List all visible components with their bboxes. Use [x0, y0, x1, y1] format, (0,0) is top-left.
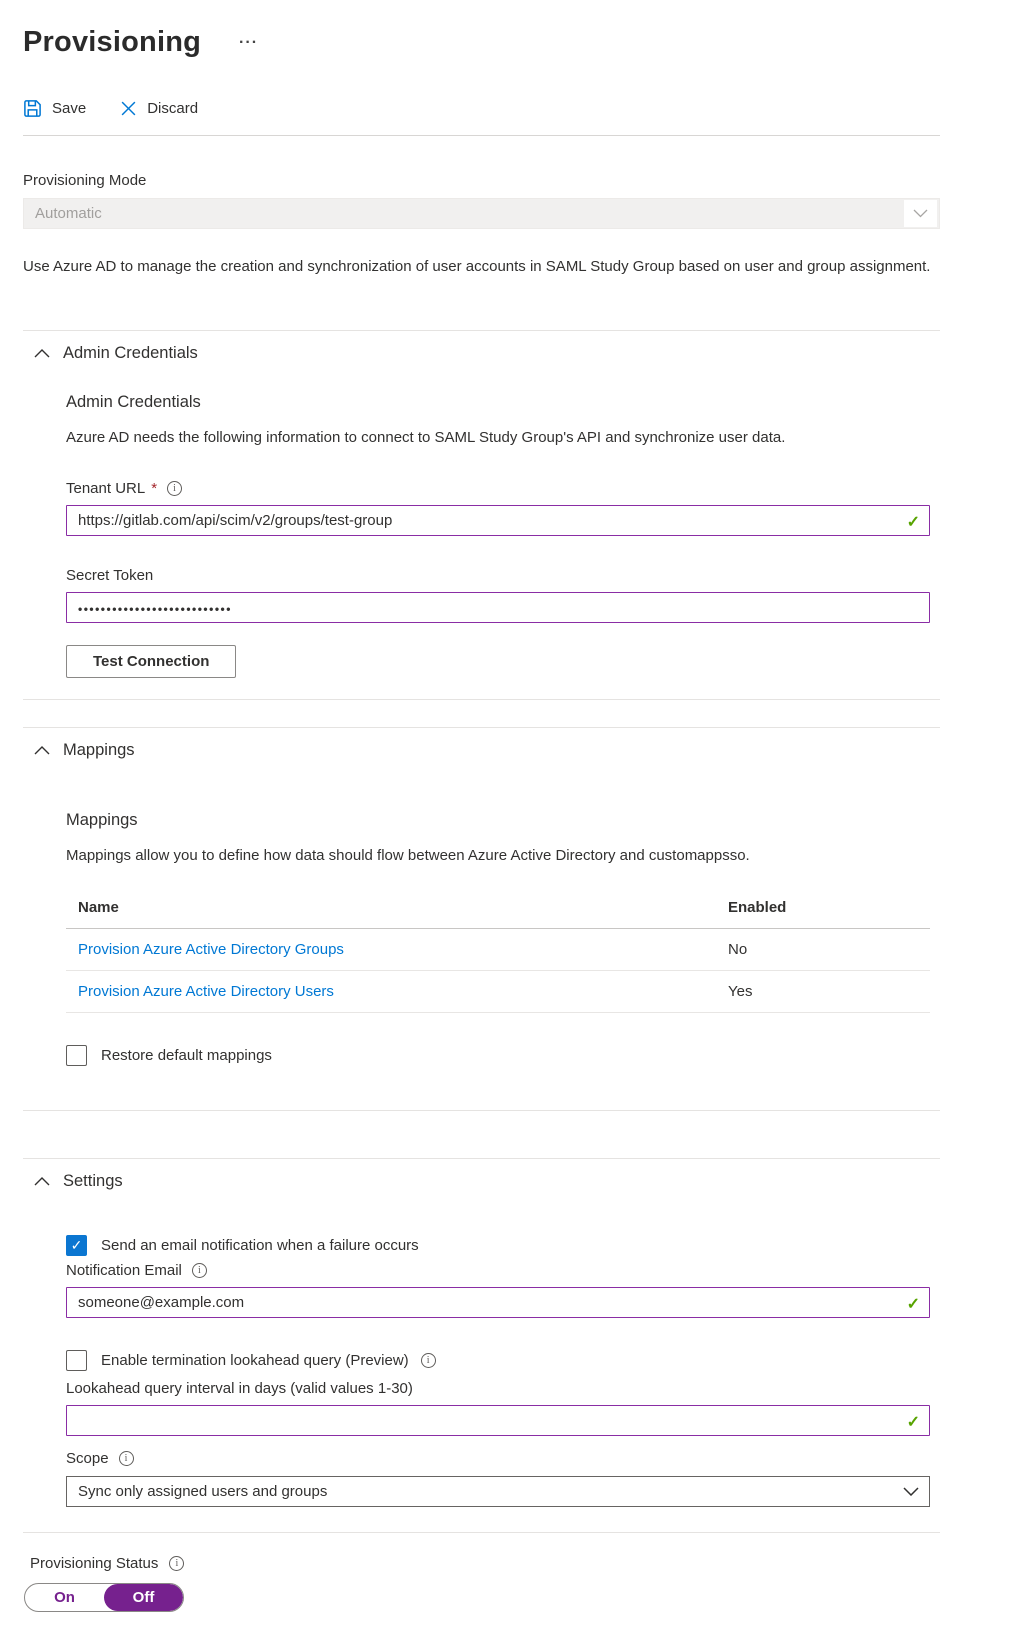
- lookahead-interval-input-wrap: [66, 1405, 930, 1436]
- required-asterisk: *: [151, 480, 158, 497]
- admin-credentials-header-label: Admin Credentials: [63, 344, 198, 362]
- provisioning-status-label: Provisioning Status: [30, 1555, 159, 1572]
- mappings-header-label: Mappings: [63, 741, 135, 759]
- discard-label: Discard: [147, 99, 199, 117]
- provisioning-status-block: [23, 1555, 940, 1612]
- provisioning-mode-select[interactable]: [23, 198, 940, 229]
- tenant-url-label: Tenant URL: [66, 480, 146, 497]
- email-notification-label: Send an email notification when a failure occurs: [101, 1237, 419, 1254]
- secret-token-label-row: [66, 567, 930, 584]
- test-connection-button[interactable]: Test Connection: [66, 645, 236, 678]
- lookahead-checkbox[interactable]: [66, 1350, 87, 1371]
- column-header-enabled: Enabled: [728, 899, 787, 916]
- secret-token-input[interactable]: [66, 592, 930, 623]
- admin-credentials-content: [66, 393, 930, 678]
- chevron-down-icon: [893, 1487, 929, 1496]
- toolbar-divider: [23, 135, 940, 136]
- toggle-on-option[interactable]: On: [54, 1589, 75, 1606]
- scope-select[interactable]: [66, 1476, 930, 1507]
- admin-credentials-description: Azure AD needs the following information to connect to SAML Study Group's API and synchronize user data.: [66, 429, 786, 446]
- tenant-url-input-wrap: [66, 505, 930, 536]
- page-header: [23, 26, 940, 59]
- provisioning-mode-value: Automatic: [35, 205, 102, 222]
- save-button[interactable]: [23, 99, 86, 118]
- info-icon[interactable]: [169, 1556, 184, 1571]
- restore-default-mappings-checkbox[interactable]: [66, 1045, 87, 1066]
- mapping-link-users[interactable]: Provision Azure Active Directory Users: [78, 983, 334, 1000]
- column-header-name: Name: [78, 899, 119, 916]
- lookahead-row: [66, 1350, 930, 1371]
- chevron-up-icon: [34, 1173, 50, 1190]
- provisioning-status-label-row: [23, 1555, 940, 1572]
- mapping-enabled-groups: No: [728, 941, 748, 958]
- notification-email-label-row: [66, 1262, 930, 1279]
- notification-email-input-wrap: [66, 1287, 930, 1318]
- lookahead-interval-input[interactable]: [66, 1405, 930, 1436]
- admin-credentials-section-header[interactable]: [23, 331, 940, 363]
- info-icon[interactable]: [421, 1353, 436, 1368]
- discard-button[interactable]: [120, 100, 198, 117]
- email-notification-row: [66, 1235, 930, 1256]
- notification-email-input[interactable]: [66, 1287, 930, 1318]
- more-options-button[interactable]: ···: [239, 33, 259, 51]
- mappings-description: Mappings allow you to define how data should flow between Azure Active Directory and customappsso.: [66, 847, 750, 864]
- scope-value: Sync only assigned users and groups: [78, 1483, 328, 1500]
- settings-header-label: Settings: [63, 1172, 123, 1190]
- chevron-down-icon: [904, 200, 937, 227]
- notification-email-label: Notification Email: [66, 1262, 182, 1279]
- table-row: [66, 971, 930, 1013]
- info-icon[interactable]: [167, 481, 182, 496]
- save-icon: [23, 99, 42, 118]
- chevron-up-icon: [34, 742, 50, 759]
- provisioning-mode-label: Provisioning Mode: [23, 172, 147, 189]
- settings-content: [66, 1235, 930, 1507]
- scope-label-row: [66, 1450, 930, 1467]
- provisioning-status-toggle[interactable]: [24, 1583, 184, 1612]
- section-end-divider: [23, 1110, 940, 1111]
- page-title: Provisioning: [23, 26, 202, 58]
- mapping-enabled-users: Yes: [728, 983, 753, 1000]
- toggle-off-option[interactable]: Off: [104, 1584, 183, 1611]
- mappings-subheader: Mappings: [66, 811, 138, 829]
- chevron-up-icon: [34, 345, 50, 362]
- mappings-content: [66, 811, 930, 1066]
- toolbar: [23, 93, 940, 123]
- secret-token-input-wrap: [66, 592, 930, 623]
- lookahead-label: Enable termination lookahead query (Preview): [101, 1352, 409, 1369]
- tenant-url-label-row: [66, 480, 930, 497]
- provisioning-description: Use Azure AD to manage the creation and synchronization of user accounts in SAML Study Group based on user and group assignment.: [23, 258, 931, 275]
- lookahead-interval-label: Lookahead query interval in days (valid values 1-30): [66, 1380, 413, 1397]
- restore-default-mappings-row: [66, 1045, 930, 1066]
- save-label: Save: [52, 99, 87, 117]
- discard-x-icon: [120, 100, 137, 117]
- section-end-divider: [23, 699, 940, 700]
- scope-label: Scope: [66, 1450, 109, 1467]
- secret-token-label: Secret Token: [66, 567, 154, 584]
- settings-section-header[interactable]: [23, 1159, 940, 1191]
- restore-default-mappings-label: Restore default mappings: [101, 1047, 272, 1064]
- mappings-section-header[interactable]: [23, 728, 940, 760]
- admin-credentials-subheader: Admin Credentials: [66, 393, 201, 411]
- table-row: [66, 929, 930, 971]
- bottom-divider: [23, 1532, 940, 1533]
- mapping-link-groups[interactable]: Provision Azure Active Directory Groups: [78, 941, 344, 958]
- mappings-table-header: [66, 887, 930, 929]
- email-notification-checkbox[interactable]: [66, 1235, 87, 1256]
- info-icon[interactable]: [119, 1451, 134, 1466]
- tenant-url-input[interactable]: [66, 505, 930, 536]
- info-icon[interactable]: [192, 1263, 207, 1278]
- mappings-table: [66, 887, 930, 1013]
